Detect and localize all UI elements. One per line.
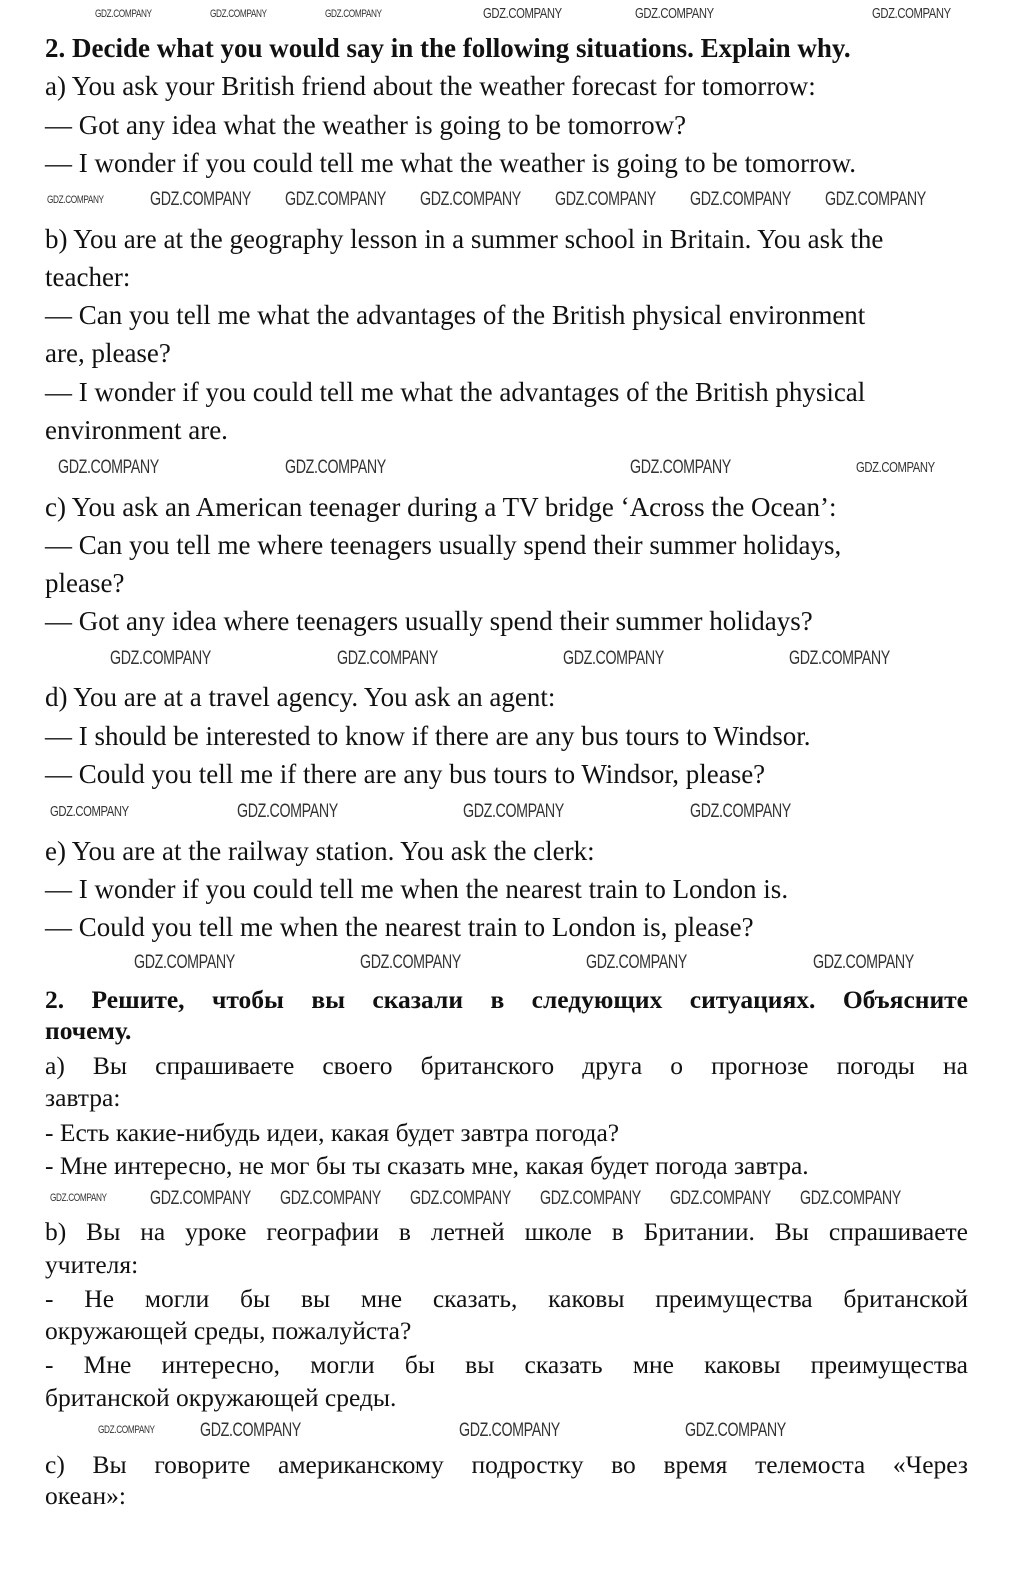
watermark: GDZ.COMPANY — [50, 803, 129, 820]
ru-situation-b-prompt-cont: учителя: — [45, 1250, 139, 1279]
heading-english: 2. Decide what you would say in the following situations. Explain why. — [45, 33, 851, 63]
situation-d-option-1: — I should be interested to know if there are any bus tours to Windsor. — [45, 721, 811, 751]
ru-situation-a-option-1: - Есть какие-нибудь идеи, какая будет завтра погода? — [45, 1118, 620, 1147]
watermark: GDZ.COMPANY — [95, 8, 152, 20]
watermark: GDZ.COMPANY — [635, 5, 714, 22]
watermark: GDZ.COMPANY — [237, 801, 338, 822]
watermark: GDZ.COMPANY — [586, 952, 687, 973]
watermark: GDZ.COMPANY — [420, 189, 521, 210]
watermark: GDZ.COMPANY — [337, 648, 438, 669]
situation-b-prompt: b) You are at the geography lesson in a summer school in Britain. You ask the — [45, 224, 884, 254]
watermark: GDZ.COMPANY — [690, 801, 791, 822]
situation-e-option-2: — Could you tell me when the nearest train to London is, please? — [45, 912, 754, 942]
watermark: GDZ.COMPANY — [410, 1188, 511, 1209]
situation-b-option-1: — Can you tell me what the advantages of the British physical environment — [45, 300, 866, 330]
ru-situation-a-prompt: а) Вы спрашиваете своего британского друга о прогнозе погоды на — [45, 1051, 968, 1080]
watermark: GDZ.COMPANY — [800, 1188, 901, 1209]
situation-c-prompt: c) You ask an American teenager during a TV bridge ‘Across the Ocean’: — [45, 492, 837, 522]
watermark: GDZ.COMPANY — [150, 1188, 251, 1209]
watermark: GDZ.COMPANY — [789, 648, 890, 669]
watermark: GDZ.COMPANY — [325, 8, 382, 20]
watermark: GDZ.COMPANY — [555, 189, 656, 210]
watermark: GDZ.COMPANY — [50, 1192, 107, 1204]
ru-situation-b-option-1: - Не могли бы вы мне сказать, каковы преимущества британской — [45, 1284, 968, 1313]
ru-situation-c-prompt-cont: океан»: — [45, 1481, 126, 1510]
watermark: GDZ.COMPANY — [459, 1420, 560, 1441]
watermark: GDZ.COMPANY — [58, 457, 159, 478]
watermark: GDZ.COMPANY — [463, 801, 564, 822]
situation-b-prompt-cont: teacher: — [45, 262, 131, 292]
watermark: GDZ.COMPANY — [360, 952, 461, 973]
watermark: GDZ.COMPANY — [825, 189, 926, 210]
watermark: GDZ.COMPANY — [285, 457, 386, 478]
heading-russian: 2. Решите, чтобы вы сказали в следующих ситуациях. Объясните — [45, 985, 968, 1014]
ru-situation-a-option-2: - Мне интересно, не мог бы ты сказать мне, какая будет погода завтра. — [45, 1151, 809, 1180]
situation-b-option-2-cont: environment are. — [45, 415, 228, 445]
watermark: GDZ.COMPANY — [685, 1420, 786, 1441]
watermark: GDZ.COMPANY — [200, 1420, 301, 1441]
ru-situation-b-option-2: - Мне интересно, могли бы вы сказать мне каковы преимущества — [45, 1350, 968, 1379]
situation-a-prompt: a) You ask your British friend about the weather forecast for tomorrow: — [45, 71, 816, 101]
watermark: GDZ.COMPANY — [690, 189, 791, 210]
situation-b-option-2: — I wonder if you could tell me what the advantages of the British physical — [45, 377, 866, 407]
watermark: GDZ.COMPANY — [285, 189, 386, 210]
ru-situation-c-prompt: с) Вы говорите американскому подростку во время телемоста «Через — [45, 1450, 968, 1479]
situation-a-option-2: — I wonder if you could tell me what the weather is going to be tomorrow. — [45, 148, 857, 178]
situation-c-option-2: — Got any idea where teenagers usually spend their summer holidays? — [45, 606, 813, 636]
situation-c-option-1-cont: please? — [45, 568, 125, 598]
ru-situation-a-prompt-cont: завтра: — [45, 1083, 121, 1112]
situation-d-option-2: — Could you tell me if there are any bus tours to Windsor, please? — [45, 759, 766, 789]
watermark: GDZ.COMPANY — [210, 8, 267, 20]
ru-situation-b-option-2-cont: британской окружающей среды. — [45, 1383, 397, 1412]
ru-situation-b-prompt: b) Вы на уроке географии в летней школе в Британии. Вы спрашиваете — [45, 1217, 968, 1246]
watermark: GDZ.COMPANY — [110, 648, 211, 669]
watermark: GDZ.COMPANY — [856, 459, 935, 476]
situation-a-option-1: — Got any idea what the weather is going to be tomorrow? — [45, 110, 687, 140]
situation-e-option-1: — I wonder if you could tell me when the nearest train to London is. — [45, 874, 789, 904]
situation-e-prompt: e) You are at the railway station. You ask the clerk: — [45, 836, 595, 866]
watermark: GDZ.COMPANY — [150, 189, 251, 210]
watermark: GDZ.COMPANY — [630, 457, 731, 478]
watermark: GDZ.COMPANY — [540, 1188, 641, 1209]
watermark: GDZ.COMPANY — [670, 1188, 771, 1209]
situation-c-option-1: — Can you tell me where teenagers usually spend their summer holidays, — [45, 530, 842, 560]
watermark: GDZ.COMPANY — [813, 952, 914, 973]
ru-situation-b-option-1-cont: окружающей среды, пожалуйста? — [45, 1316, 412, 1345]
watermark: GDZ.COMPANY — [872, 5, 951, 22]
watermark: GDZ.COMPANY — [563, 648, 664, 669]
watermark: GDZ.COMPANY — [280, 1188, 381, 1209]
watermark: GDZ.COMPANY — [134, 952, 235, 973]
situation-b-option-1-cont: are, please? — [45, 338, 171, 368]
heading-russian-cont: почему. — [45, 1016, 132, 1045]
watermark: GDZ.COMPANY — [47, 194, 104, 206]
situation-d-prompt: d) You are at a travel agency. You ask an agent: — [45, 682, 556, 712]
watermark: GDZ.COMPANY — [483, 5, 562, 22]
watermark: GDZ.COMPANY — [98, 1424, 155, 1436]
